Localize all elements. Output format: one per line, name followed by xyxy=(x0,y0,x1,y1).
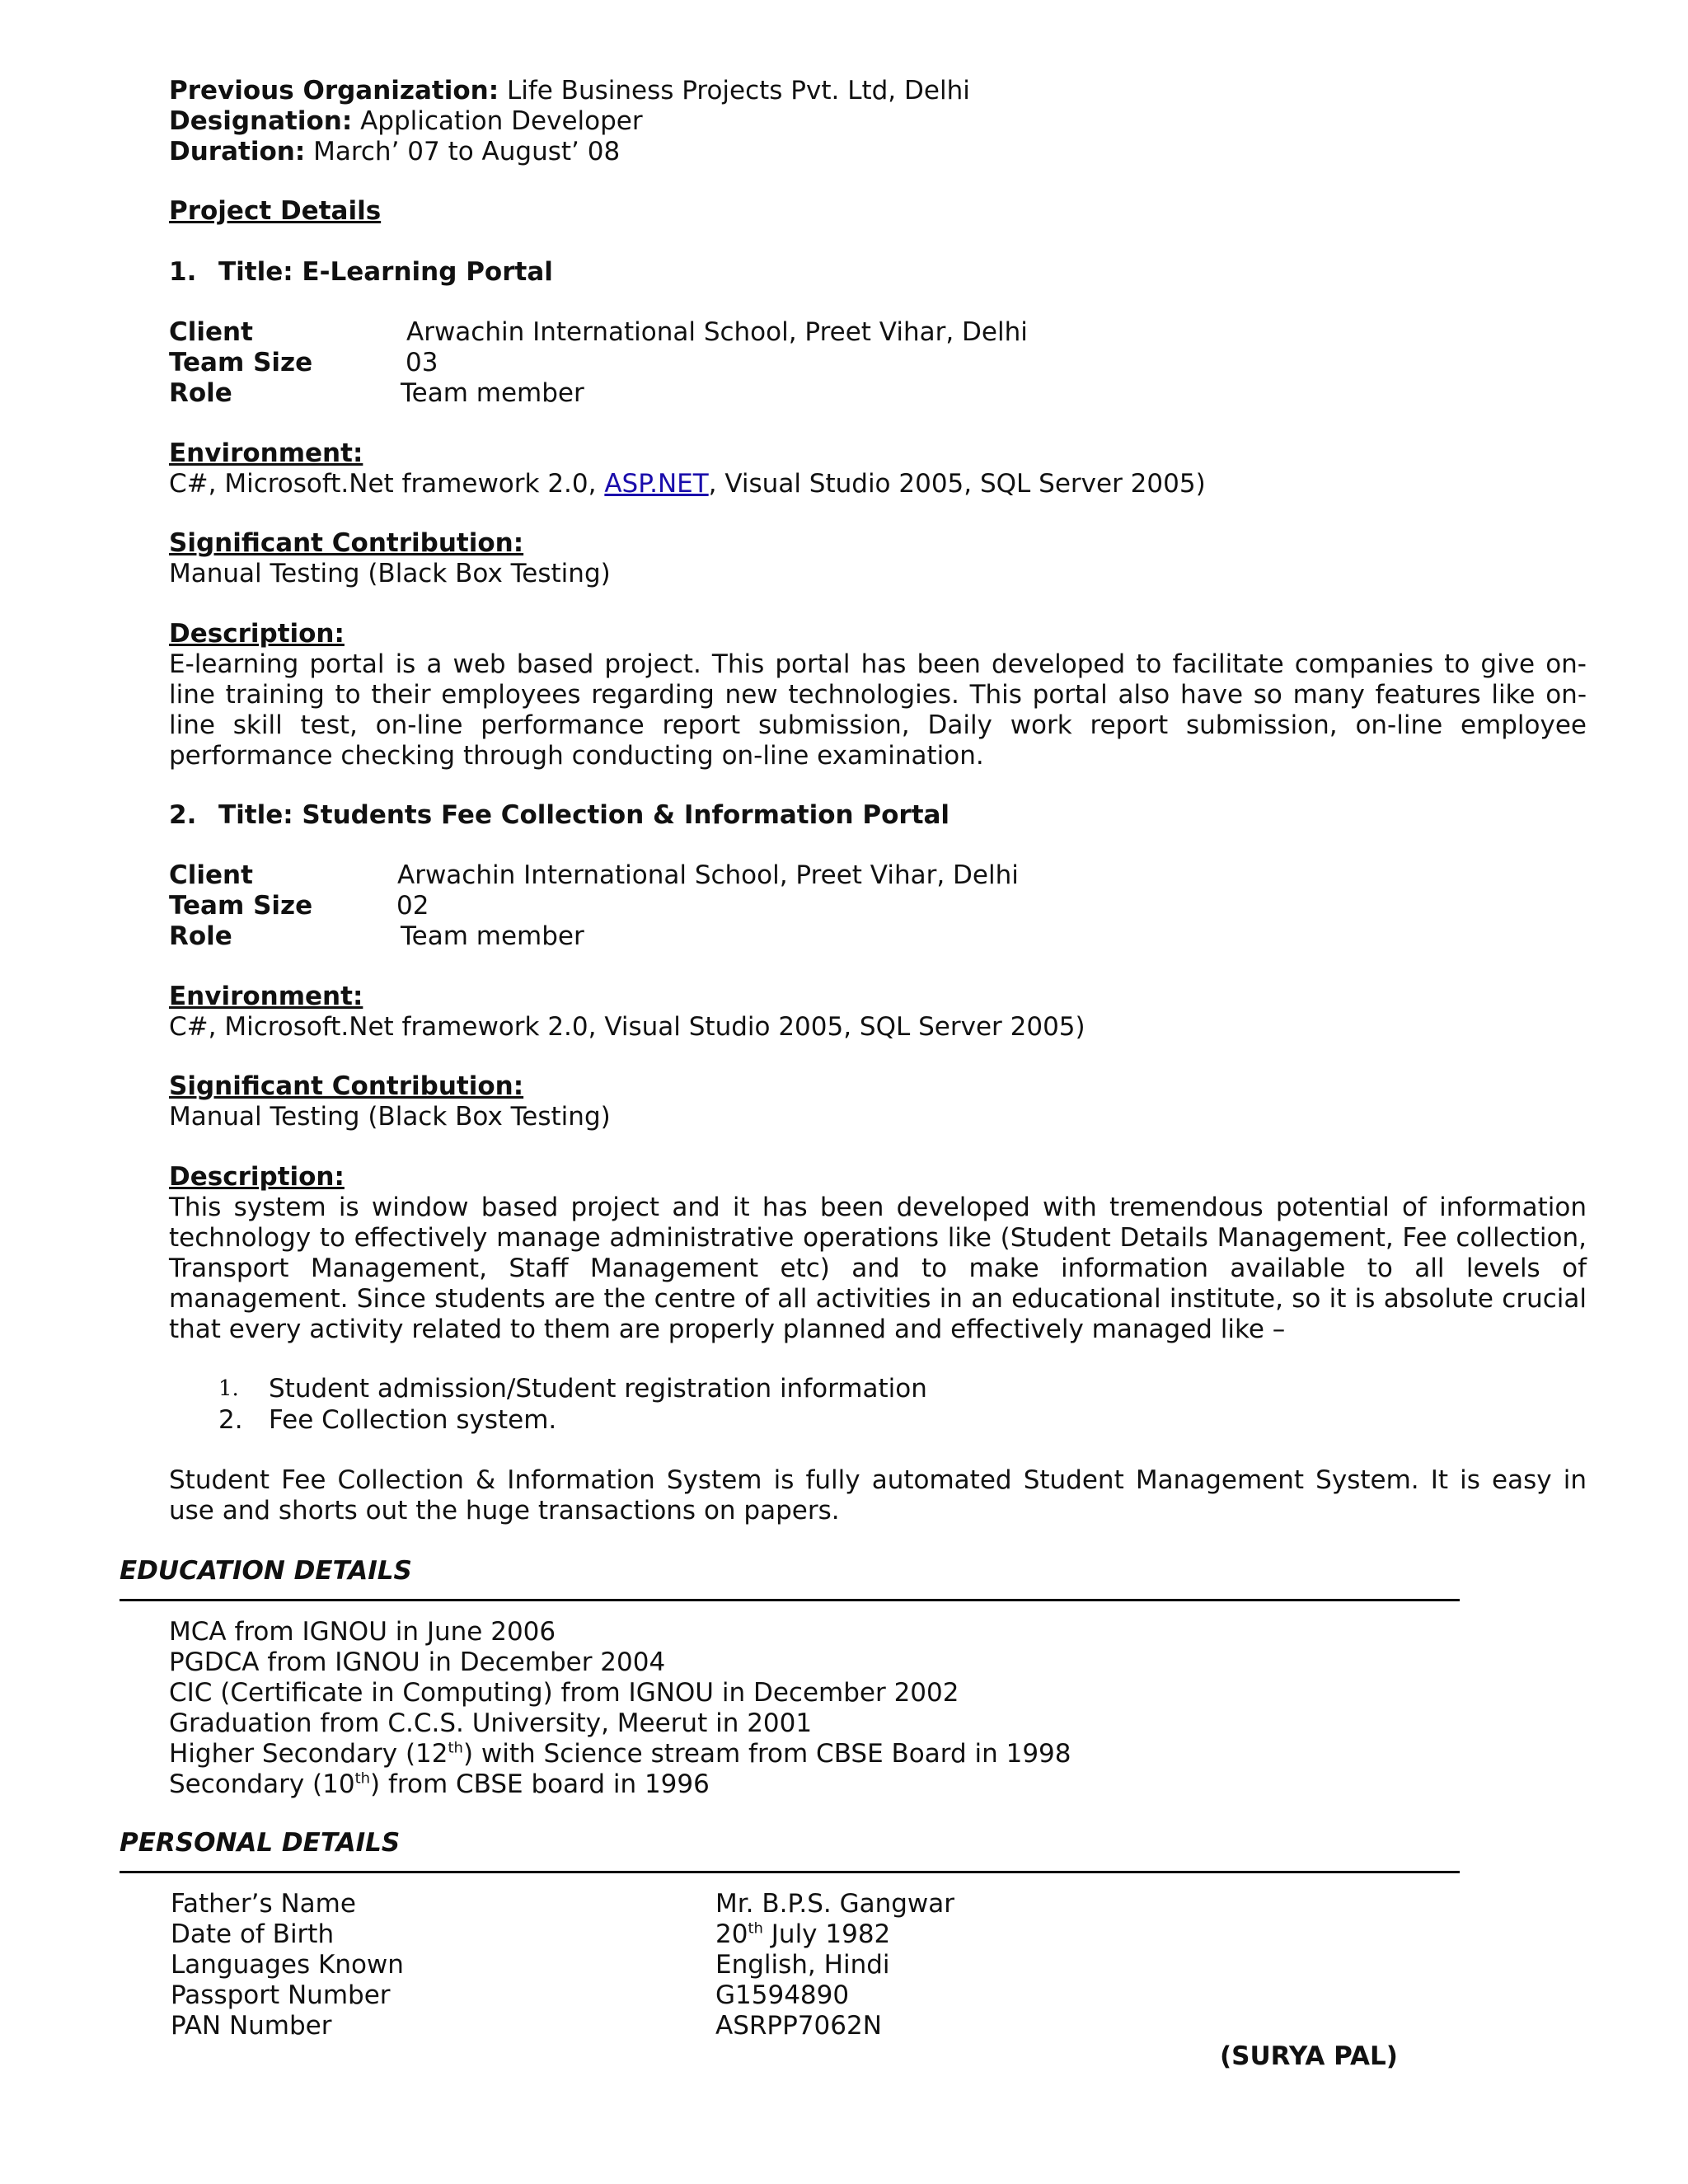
designation-value: Application Developer xyxy=(352,106,643,136)
project-1-contribution-value: Manual Testing (Black Box Testing) xyxy=(169,559,611,588)
education-item-secondary xyxy=(169,1769,710,1800)
aspnet-link[interactable]: ASP.NET xyxy=(604,469,709,499)
org-value: Life Business Projects Pvt. Ltd, Delhi xyxy=(499,76,970,105)
project-1-title: Title: E-Learning Portal xyxy=(218,257,553,287)
list-item-2-number: 2. xyxy=(218,1405,243,1435)
pan-value: ASRPP7062N xyxy=(715,2011,882,2041)
project-2-team-size-value: 02 xyxy=(396,891,429,921)
project-2-contribution-value: Manual Testing (Black Box Testing) xyxy=(169,1102,611,1132)
father-name-value: Mr. B.P.S. Gangwar xyxy=(715,1889,955,1919)
list-item-2-text: Fee Collection system. xyxy=(269,1405,557,1435)
dob-value xyxy=(715,1919,890,1950)
project-2-contribution-label: Significant Contribution: xyxy=(169,1071,524,1101)
education-divider xyxy=(120,1599,1460,1601)
project-2-number: 2. xyxy=(169,800,197,830)
sec-text-pre: Secondary (10 xyxy=(169,1769,355,1799)
father-name-label: Father’s Name xyxy=(171,1889,356,1919)
list-item-1-number: 1. xyxy=(218,1376,239,1401)
project-2-client-label: Client xyxy=(169,860,253,890)
environment-text-post: , Visual Studio 2005, SQL Server 2005) xyxy=(708,469,1206,499)
dob-label: Date of Birth xyxy=(171,1919,335,1949)
project-2-description: This system is window based project and it has been developed with tremendous potential of information technology to effectively manage administrative operations like (Student Details Management, Fee collection, Transport Management, Staff Management etc) and to make information available to all levels of management. Since students are the centre of all activities in an educational institute, so it is absolute crucial that every activity related to them are properly planned and effectively managed like – xyxy=(169,1193,1587,1344)
project-1-client-value: Arwachin International School, Preet Vihar, Delhi xyxy=(406,317,1028,347)
languages-label: Languages Known xyxy=(171,1950,404,1980)
personal-heading: PERSONAL DETAILS xyxy=(120,1828,401,1858)
project-2-client-value: Arwachin International School, Preet Vihar, Delhi xyxy=(397,860,1019,890)
project-1-environment-value xyxy=(169,469,1206,499)
project-1-role-label: Role xyxy=(169,378,232,408)
dob-rest: July 1982 xyxy=(762,1919,891,1949)
project-2-closing: Student Fee Collection & Information System is fully automated Student Management System. It is easy in use and shorts out the huge transactions on papers. xyxy=(169,1465,1587,1526)
project-1-description-label: Description: xyxy=(169,619,345,649)
duration-value: March’ 07 to August’ 08 xyxy=(305,137,621,166)
dob-sup: th xyxy=(748,1919,763,1938)
project-2-title: Title: Students Fee Collection & Information Portal xyxy=(218,800,950,830)
pan-label: PAN Number xyxy=(171,2011,332,2041)
duration xyxy=(169,137,620,167)
project-1-contribution-label: Significant Contribution: xyxy=(169,528,524,558)
education-item: Graduation from C.C.S. University, Meerut in 2001 xyxy=(169,1708,813,1738)
signature-name: (SURYA PAL) xyxy=(1220,2041,1398,2071)
education-item: PGDCA from IGNOU in December 2004 xyxy=(169,1647,666,1677)
education-item: CIC (Certificate in Computing) from IGNOU in December 2002 xyxy=(169,1678,959,1708)
project-2-description-label: Description: xyxy=(169,1162,345,1192)
project-1-team-size-label: Team Size xyxy=(169,348,313,377)
duration-label: Duration: xyxy=(169,137,306,166)
project-2-team-size-label: Team Size xyxy=(169,891,313,921)
project-2-role-label: Role xyxy=(169,921,232,951)
project-1-number: 1. xyxy=(169,257,197,287)
languages-value: English, Hindi xyxy=(715,1950,890,1980)
education-item-higher-secondary xyxy=(169,1739,1071,1769)
hs-text-pre: Higher Secondary (12 xyxy=(169,1739,448,1769)
hs-text-post: ) with Science stream from CBSE Board in 1998 xyxy=(462,1739,1071,1769)
project-1-client-label: Client xyxy=(169,317,253,347)
previous-organization xyxy=(169,76,970,106)
project-2-environment-label: Environment: xyxy=(169,982,363,1011)
education-heading: EDUCATION DETAILS xyxy=(120,1556,412,1586)
education-item: MCA from IGNOU in June 2006 xyxy=(169,1617,556,1647)
project-2-role-value: Team member xyxy=(401,921,584,951)
sec-sup: th xyxy=(354,1769,371,1788)
project-1-environment-label: Environment: xyxy=(169,438,363,468)
sec-text-post: ) from CBSE board in 1996 xyxy=(370,1769,710,1799)
designation-label: Designation: xyxy=(169,106,353,136)
personal-divider xyxy=(120,1871,1460,1873)
passport-label: Passport Number xyxy=(171,1980,391,2010)
passport-value: G1594890 xyxy=(715,1980,850,2010)
org-label: Previous Organization: xyxy=(169,76,499,105)
designation xyxy=(169,106,643,137)
project-1-role-value: Team member xyxy=(401,378,584,408)
project-1-description: E-learning portal is a web based project. This portal has been developed to facilitate companies to give on-line training to their employees regarding new technologies. This portal also have so many features like on-line skill test, on-line performance report submission, Daily work report submission, on-line employee performance checking through conducting on-line examination. xyxy=(169,649,1587,771)
project-2-environment-value: C#, Microsoft.Net framework 2.0, Visual Studio 2005, SQL Server 2005) xyxy=(169,1012,1085,1042)
project-details-heading: Project Details xyxy=(169,196,382,226)
environment-text-pre: C#, Microsoft.Net framework 2.0, xyxy=(169,469,605,499)
dob-day: 20 xyxy=(715,1919,748,1949)
project-1-team-size-value: 03 xyxy=(406,348,438,377)
hs-sup: th xyxy=(448,1739,463,1757)
list-item-1-text: Student admission/Student registration information xyxy=(269,1374,927,1404)
